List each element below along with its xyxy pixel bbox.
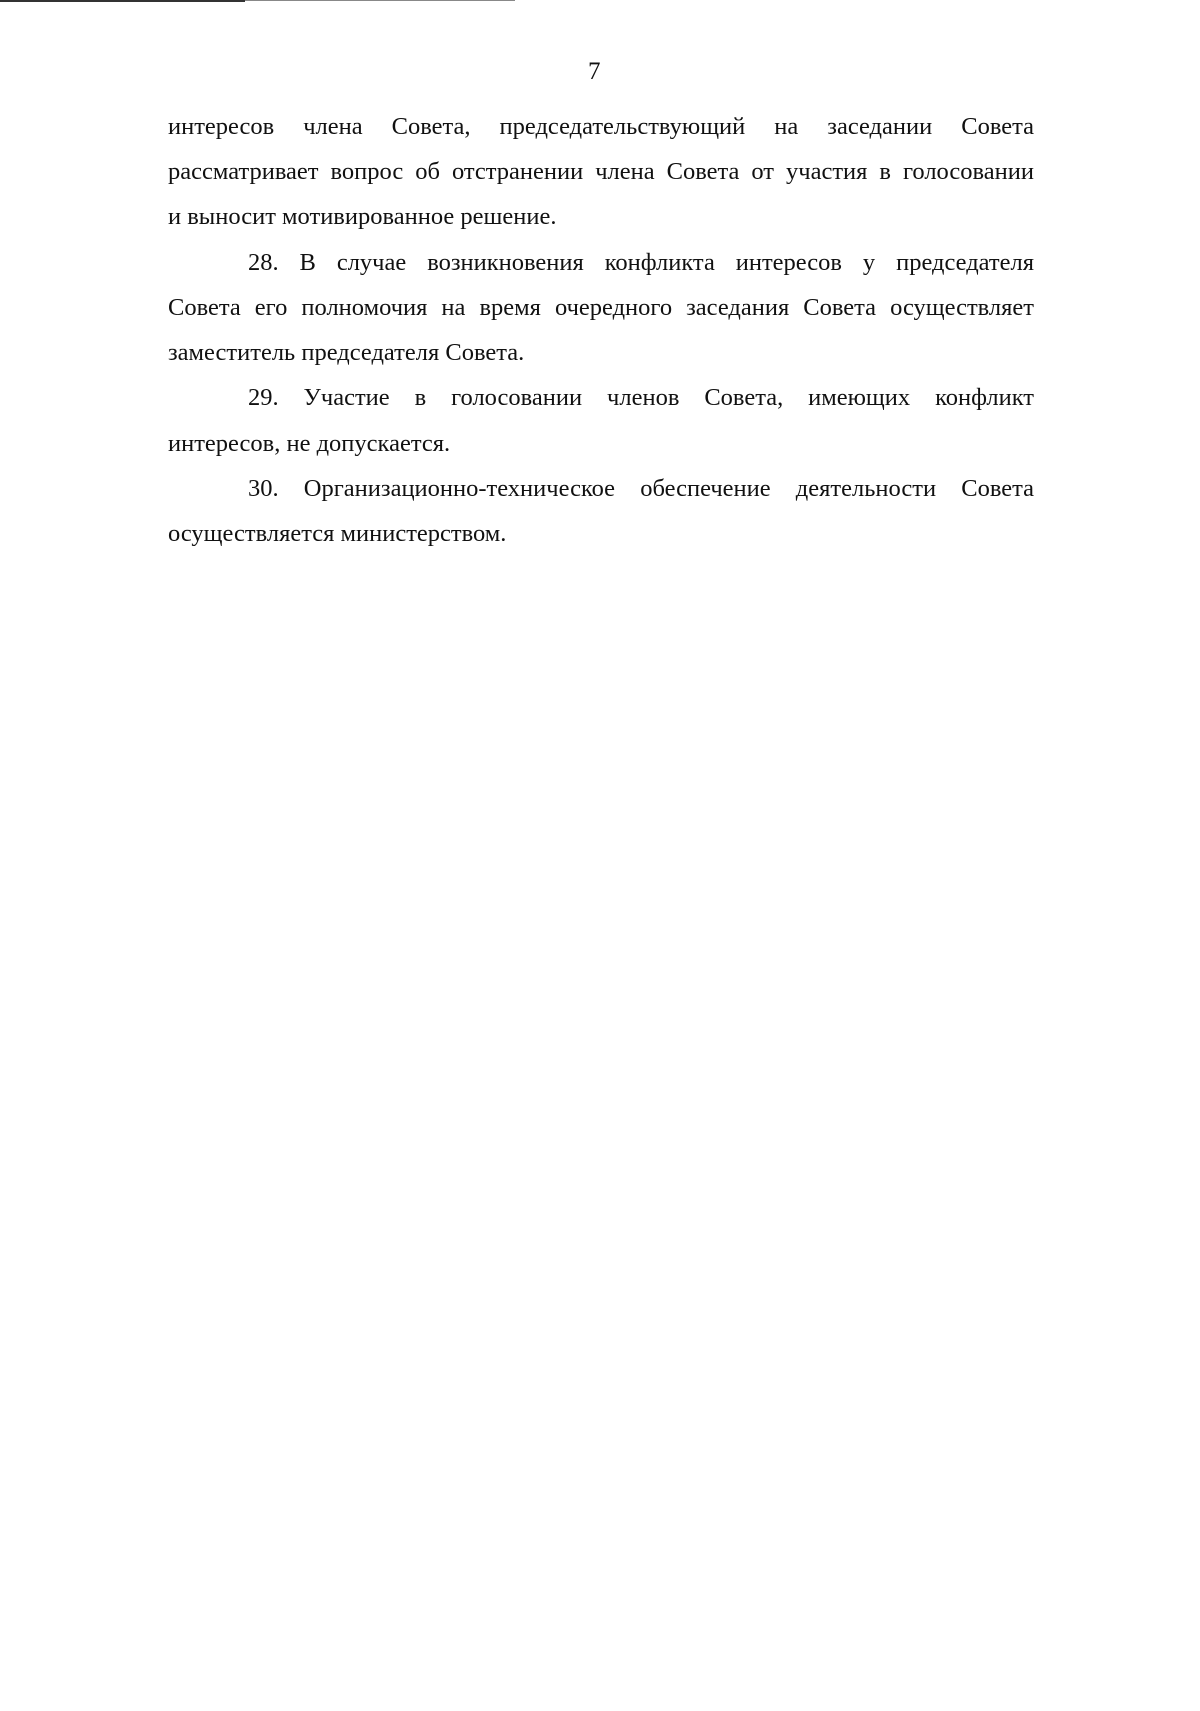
- paragraph-27-line: и выносит мотивированное решение.: [168, 203, 557, 230]
- scan-edge-line: [245, 0, 515, 1]
- paragraph-30-line: осуществляется министерством.: [168, 520, 507, 547]
- paragraph-27-line: интересов члена Совета, председательствующий на заседании Совета: [168, 113, 1034, 140]
- scan-edge-line: [0, 0, 245, 2]
- paragraph-28-line: 28. В случае возникновения конфликта интересов у председателя: [248, 249, 1034, 276]
- paragraph-29-line: интересов, не допускается.: [168, 430, 451, 457]
- paragraph-30-line: 30. Организационно-техническое обеспечение деятельности Совета: [248, 475, 1034, 502]
- page-number: 7: [588, 58, 601, 85]
- paragraph-28-line: Совета его полномочия на время очередного заседания Совета осуществляет: [168, 294, 1034, 321]
- paragraph-28-line: заместитель председателя Совета.: [168, 339, 525, 366]
- paragraph-27-line: рассматривает вопрос об отстранении члена Совета от участия в голосовании: [168, 158, 1034, 185]
- paragraph-29-line: 29. Участие в голосовании членов Совета, имеющих конфликт: [248, 384, 1034, 411]
